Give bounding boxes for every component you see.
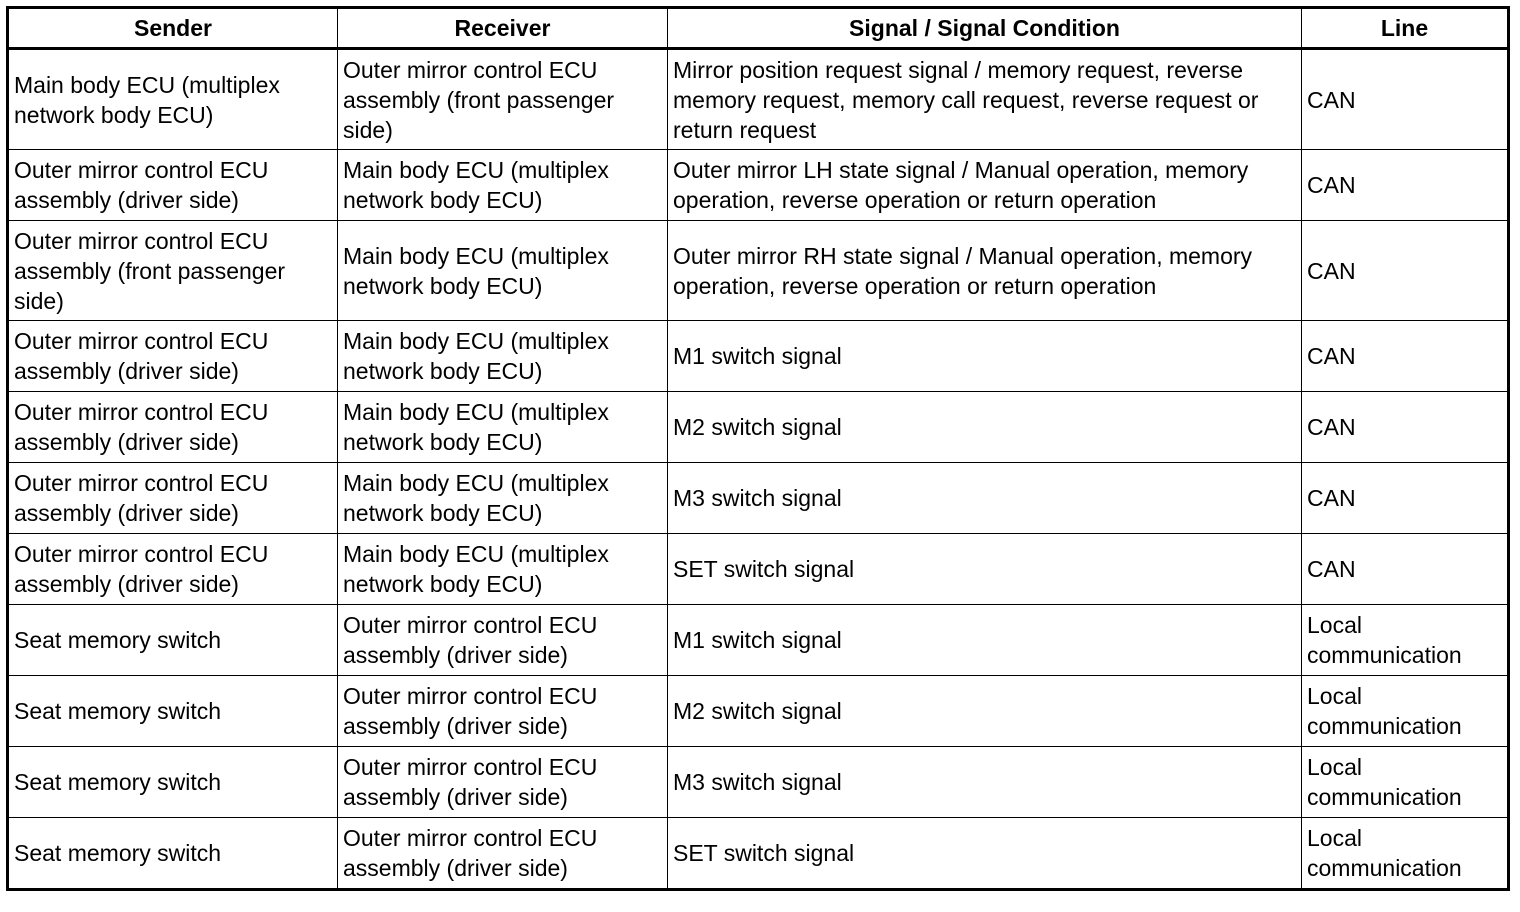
- cell-signal: Mirror position request signal / memory request, reverse memory request, memory call request, reverse request or return request: [668, 49, 1302, 150]
- cell-signal: M3 switch signal: [668, 463, 1302, 534]
- table-row: [8, 605, 1509, 676]
- cell-line: CAN: [1302, 150, 1509, 221]
- table-row: [8, 534, 1509, 605]
- table-row: [8, 676, 1509, 747]
- cell-receiver: Outer mirror control ECU assembly (driver side): [338, 747, 668, 818]
- signal-table: [6, 6, 1510, 891]
- cell-line: Local communication: [1302, 605, 1509, 676]
- cell-line: Local communication: [1302, 818, 1509, 890]
- cell-line: CAN: [1302, 321, 1509, 392]
- column-header-line: Line: [1302, 8, 1509, 49]
- cell-signal: SET switch signal: [668, 818, 1302, 890]
- cell-receiver: Main body ECU (multiplex network body ECU): [338, 463, 668, 534]
- cell-sender: Seat memory switch: [8, 747, 338, 818]
- cell-signal: SET switch signal: [668, 534, 1302, 605]
- header-row: [8, 8, 1509, 49]
- cell-receiver: Main body ECU (multiplex network body ECU): [338, 392, 668, 463]
- table-header: [8, 8, 1509, 49]
- cell-sender: Outer mirror control ECU assembly (driver side): [8, 534, 338, 605]
- cell-sender: Outer mirror control ECU assembly (driver side): [8, 150, 338, 221]
- cell-sender: Seat memory switch: [8, 676, 338, 747]
- cell-line: CAN: [1302, 392, 1509, 463]
- cell-signal: M1 switch signal: [668, 321, 1302, 392]
- cell-sender: Seat memory switch: [8, 818, 338, 890]
- table-row: [8, 49, 1509, 150]
- cell-signal: M2 switch signal: [668, 676, 1302, 747]
- table-row: [8, 221, 1509, 321]
- table-row: [8, 150, 1509, 221]
- cell-sender: Outer mirror control ECU assembly (driver side): [8, 463, 338, 534]
- cell-signal: Outer mirror LH state signal / Manual operation, memory operation, reverse operation or return operation: [668, 150, 1302, 221]
- cell-sender: Outer mirror control ECU assembly (driver side): [8, 321, 338, 392]
- cell-receiver: Outer mirror control ECU assembly (driver side): [338, 605, 668, 676]
- cell-receiver: Outer mirror control ECU assembly (driver side): [338, 818, 668, 890]
- cell-sender: Outer mirror control ECU assembly (driver side): [8, 392, 338, 463]
- cell-sender: Main body ECU (multiplex network body ECU): [8, 49, 338, 150]
- cell-receiver: Main body ECU (multiplex network body ECU): [338, 321, 668, 392]
- table-row: [8, 747, 1509, 818]
- column-header-receiver: Receiver: [338, 8, 668, 49]
- cell-signal: M3 switch signal: [668, 747, 1302, 818]
- table-row: [8, 463, 1509, 534]
- cell-signal: Outer mirror RH state signal / Manual operation, memory operation, reverse operation or return operation: [668, 221, 1302, 321]
- cell-receiver: Outer mirror control ECU assembly (driver side): [338, 676, 668, 747]
- table-row: [8, 321, 1509, 392]
- cell-receiver: Main body ECU (multiplex network body ECU): [338, 534, 668, 605]
- cell-signal: M2 switch signal: [668, 392, 1302, 463]
- table-row: [8, 392, 1509, 463]
- cell-signal: M1 switch signal: [668, 605, 1302, 676]
- cell-receiver: Main body ECU (multiplex network body ECU): [338, 221, 668, 321]
- cell-line: Local communication: [1302, 747, 1509, 818]
- cell-line: Local communication: [1302, 676, 1509, 747]
- cell-line: CAN: [1302, 221, 1509, 321]
- table-row: [8, 818, 1509, 890]
- cell-line: CAN: [1302, 463, 1509, 534]
- cell-receiver: Main body ECU (multiplex network body ECU): [338, 150, 668, 221]
- cell-receiver: Outer mirror control ECU assembly (front passenger side): [338, 49, 668, 150]
- cell-line: CAN: [1302, 49, 1509, 150]
- column-header-sender: Sender: [8, 8, 338, 49]
- cell-sender: Outer mirror control ECU assembly (front passenger side): [8, 221, 338, 321]
- table-body: [8, 49, 1509, 890]
- column-header-signal: Signal / Signal Condition: [668, 8, 1302, 49]
- cell-sender: Seat memory switch: [8, 605, 338, 676]
- cell-line: CAN: [1302, 534, 1509, 605]
